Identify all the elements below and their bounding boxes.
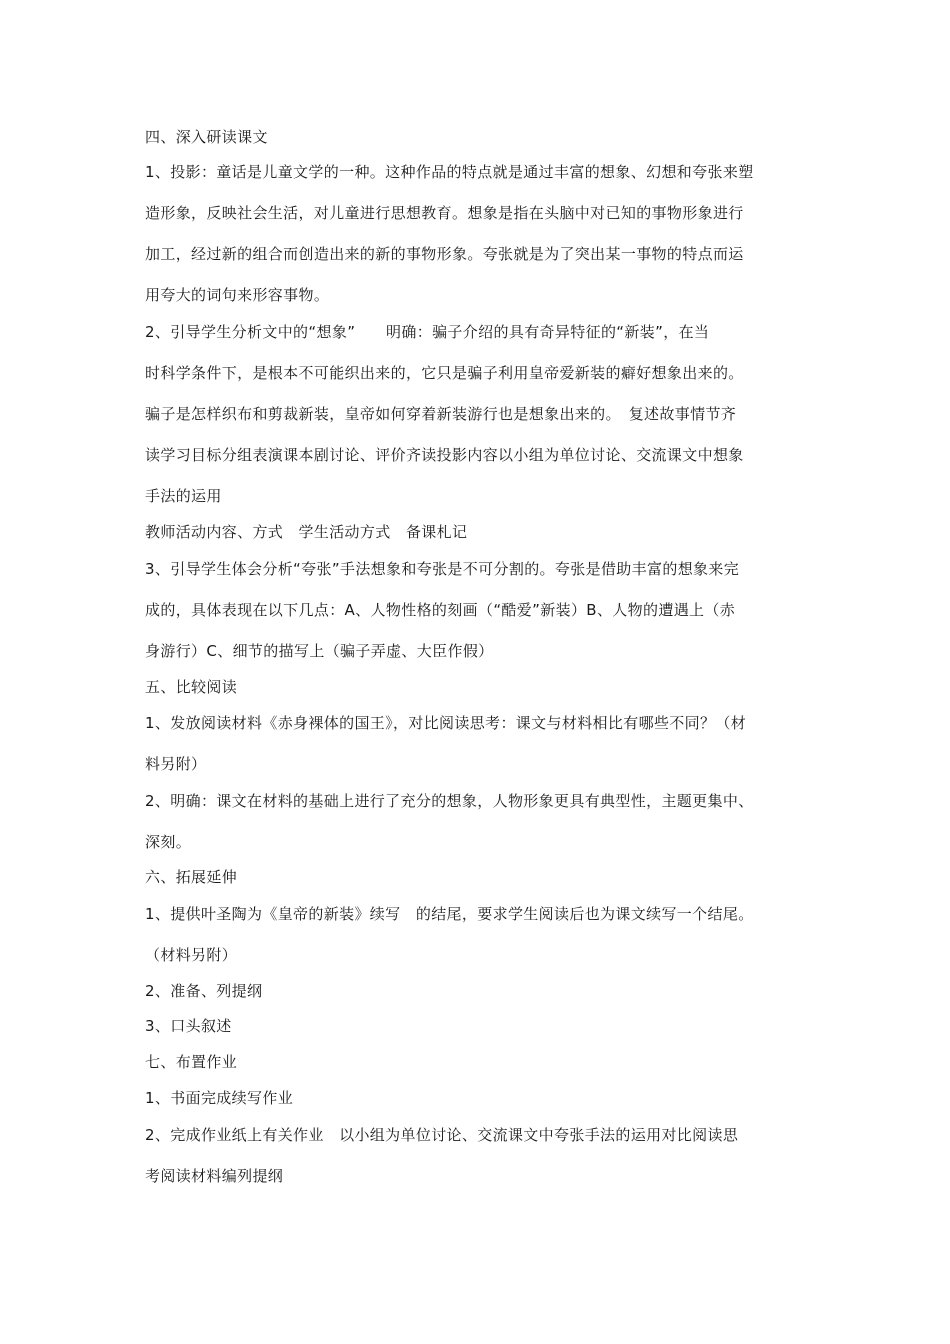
section-heading-6: 六、拓展延伸 [145,868,238,886]
list-item: 1、书面完成续写作业 [145,1089,294,1107]
section-heading-4: 四、深入研读课文 [145,128,268,146]
paragraph-line: 2、引导学生分析文中的“想象” 明确：骗子介绍的具有奇异特征的“新装”，在当 [145,323,710,341]
paragraph-line: 造形象，反映社会生活，对儿童进行思想教育。想象是指在头脑中对已知的事物形象进行 [145,204,744,222]
paragraph-line: 深刻。 [145,833,192,851]
paragraph-line: 2、明确：课文在材料的基础上进行了充分的想象，人物形象更具有典型性，主题更集中、 [145,792,754,810]
paragraph-line: 1、提供叶圣陶为《皇帝的新装》续写 的结尾，要求学生阅读后也为课文续写一个结尾。 [145,905,754,923]
paragraph-line: 加工，经过新的组合而创造出来的新的事物形象。夸张就是为了突出某一事物的特点而运 [145,245,744,263]
section-heading-5: 五、比较阅读 [145,678,238,696]
table-header-line: 教师活动内容、方式 学生活动方式 备课札记 [145,523,468,541]
paragraph-line: 成的，具体表现在以下几点：A、人物性格的刻画（“酷爱”新装）B、人物的遭遇上（赤 [145,601,736,619]
paragraph-line: 1、发放阅读材料《赤身裸体的国王》，对比阅读思考：课文与材料相比有哪些不同？（材 [145,714,747,732]
paragraph-line: 料另附） [145,755,207,773]
list-item: 3、口头叙述 [145,1017,232,1035]
list-item: 2、准备、列提纲 [145,982,263,1000]
section-heading-7: 七、布置作业 [145,1053,238,1071]
paragraph-line: 考阅读材料编列提纲 [145,1167,284,1185]
paragraph-line: 骗子是怎样织布和剪裁新装，皇帝如何穿着新装游行也是想象出来的。 复述故事情节齐 [145,405,737,423]
paragraph-line: 读学习目标分组表演课本剧讨论、评价齐读投影内容以小组为单位讨论、交流课文中想象 [145,446,744,464]
paragraph-line: 1、投影：童话是儿童文学的一种。这种作品的特点就是通过丰富的想象、幻想和夸张来塑 [145,163,754,181]
paragraph-line: （材料另附） [145,946,238,964]
paragraph-line: 3、引导学生体会分析“夸张”手法想象和夸张是不可分割的。夸张是借助丰富的想象来完 [145,560,740,578]
paragraph-line: 手法的运用 [145,487,222,505]
paragraph-line: 2、完成作业纸上有关作业 以小组为单位讨论、交流课文中夸张手法的运用对比阅读思 [145,1126,739,1144]
paragraph-line: 身游行）C、细节的描写上（骗子弄虚、大臣作假） [145,642,494,660]
paragraph-line: 时科学条件下，是根本不可能织出来的，它只是骗子利用皇帝爱新装的癖好想象出来的。 [145,364,744,382]
paragraph-line: 用夸大的词句来形容事物。 [145,286,330,304]
